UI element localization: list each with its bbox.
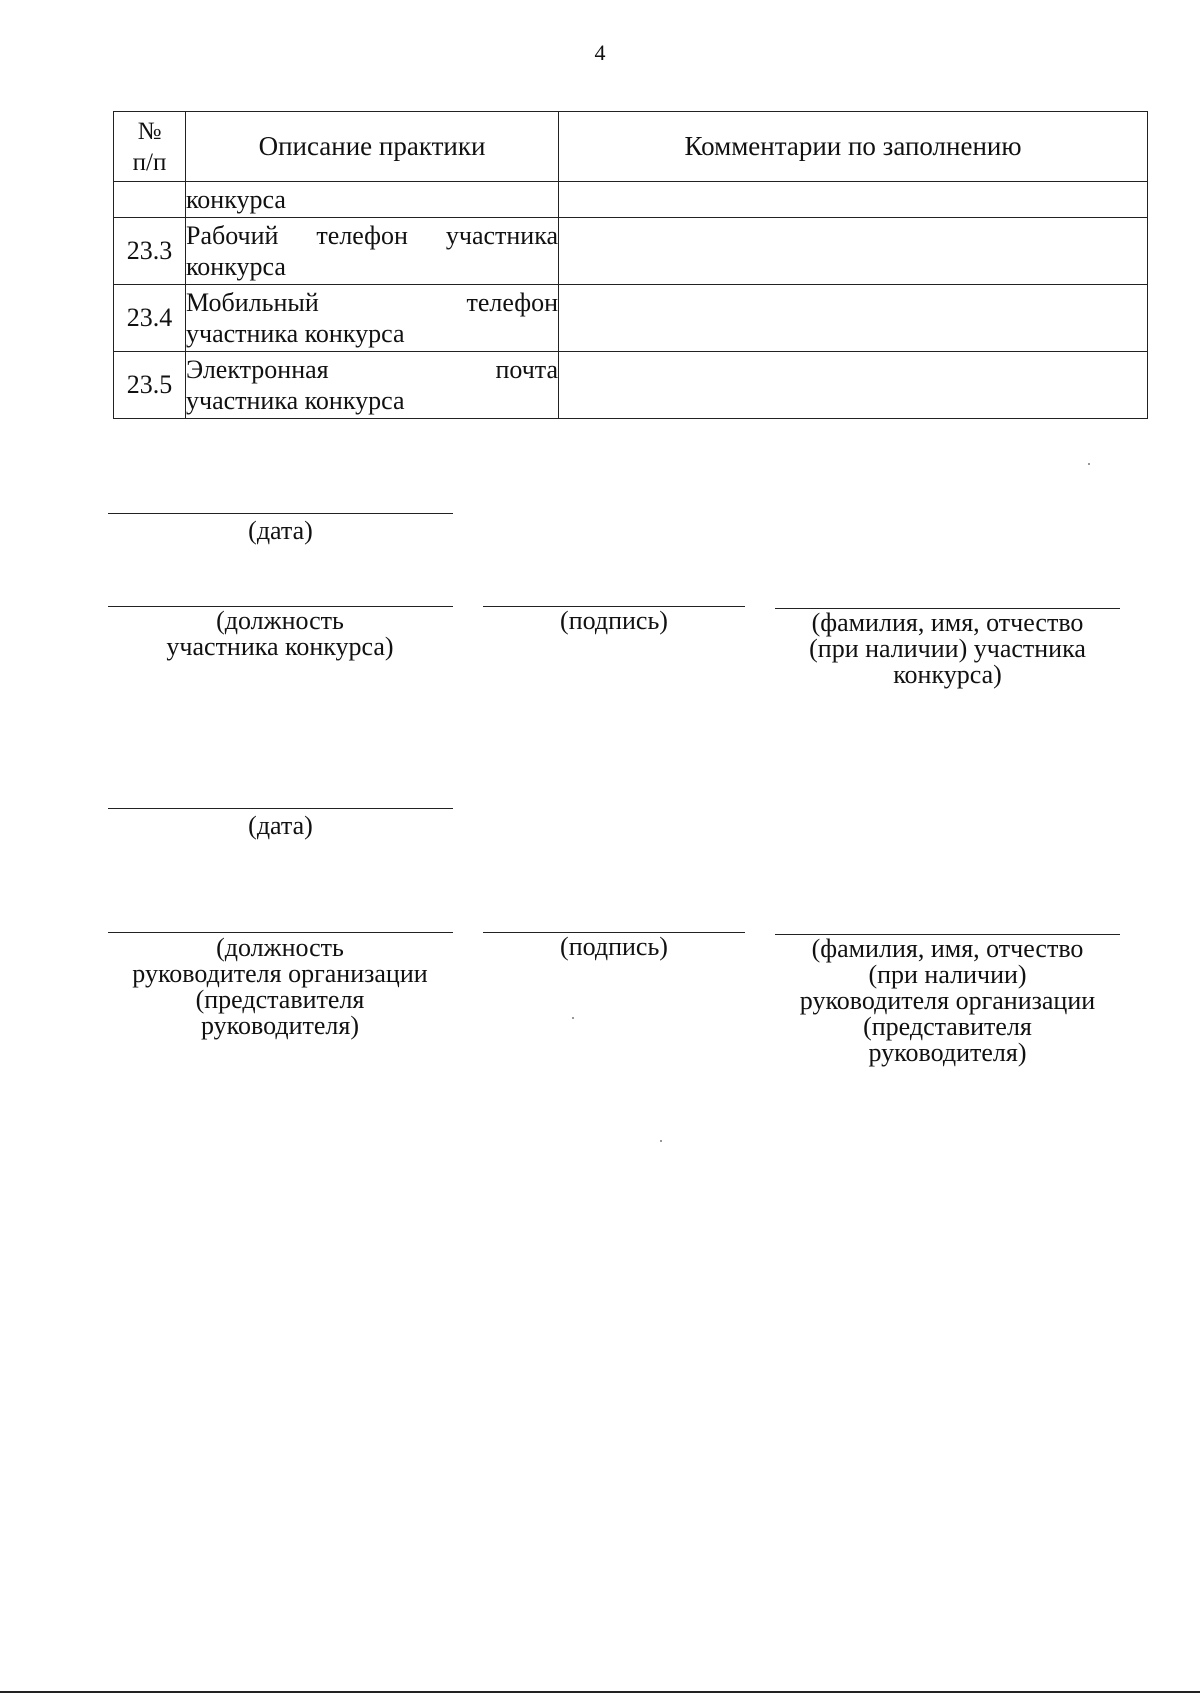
head-name-caption-line2: (при наличии) [868,960,1027,989]
table-row [114,352,1148,419]
head-name-caption-line1: (фамилия, имя, отчество [811,934,1084,963]
row-num [114,182,186,218]
practice-table [113,111,1148,419]
scan-speck [572,1017,574,1019]
row-num: 23.3 [114,218,186,285]
page-bottom-edge [0,1691,1200,1693]
header-num-line2: п/п [132,148,167,176]
header-comments: Комментарии по заполнению [559,112,1148,182]
participant-date-caption: (дата) [248,516,313,545]
head-name-caption [775,936,1120,1066]
participant-signature-caption: (подпись) [560,606,668,635]
header-num-line1: № [137,117,162,145]
participant-position-caption-line2: участника конкурса) [166,632,394,661]
participant-position-caption-line1: (должность [216,606,344,635]
scan-speck [1088,463,1090,465]
row-num: 23.4 [114,285,186,352]
row-comment [559,218,1148,285]
head-position-caption-line1: (должность [216,933,344,962]
head-name-caption-line3: руководителя организации [799,986,1096,1015]
participant-name-caption [775,610,1120,688]
head-position-caption [100,935,460,1039]
row-comment [559,285,1148,352]
table-row [114,285,1148,352]
table-header-row [114,112,1148,182]
scan-speck [660,1140,662,1142]
row-num: 23.5 [114,352,186,419]
participant-date-line [108,513,453,514]
participant-name-caption-line2: (при наличии) участника [809,634,1086,663]
participant-name-caption-line3: конкурса) [893,660,1002,689]
head-position-caption-line3: (представителя [195,985,365,1014]
head-position-caption-line2: руководителя организации [132,959,428,988]
table-row [114,182,1148,218]
row-description [186,352,559,419]
row-description-line1: Электронная почта [186,355,558,384]
page-number: 4 [594,40,606,65]
row-description [186,218,559,285]
participant-name-caption-line1: (фамилия, имя, отчество [811,608,1084,637]
participant-position-caption [100,608,460,660]
header-num [114,112,186,182]
head-name-caption-line4: (представителя [863,1012,1032,1041]
head-signature-caption: (подпись) [560,932,668,961]
row-description-line2: конкурса [186,252,286,281]
header-description: Описание практики [186,112,559,182]
head-date-line [108,808,453,809]
row-description-line2: участника конкурса [186,386,405,415]
table-row [114,218,1148,285]
row-description [186,285,559,352]
head-date-caption: (дата) [248,811,313,840]
row-description-line1: Рабочий телефон участника [186,221,558,250]
row-description-line2: участника конкурса [186,319,405,348]
row-comment [559,352,1148,419]
row-description: конкурса [186,182,559,218]
row-description-line1: Мобильный телефон [186,288,558,317]
row-comment [559,182,1148,218]
head-position-caption-line4: руководителя) [201,1011,359,1040]
head-name-caption-line5: руководителя) [868,1038,1027,1067]
